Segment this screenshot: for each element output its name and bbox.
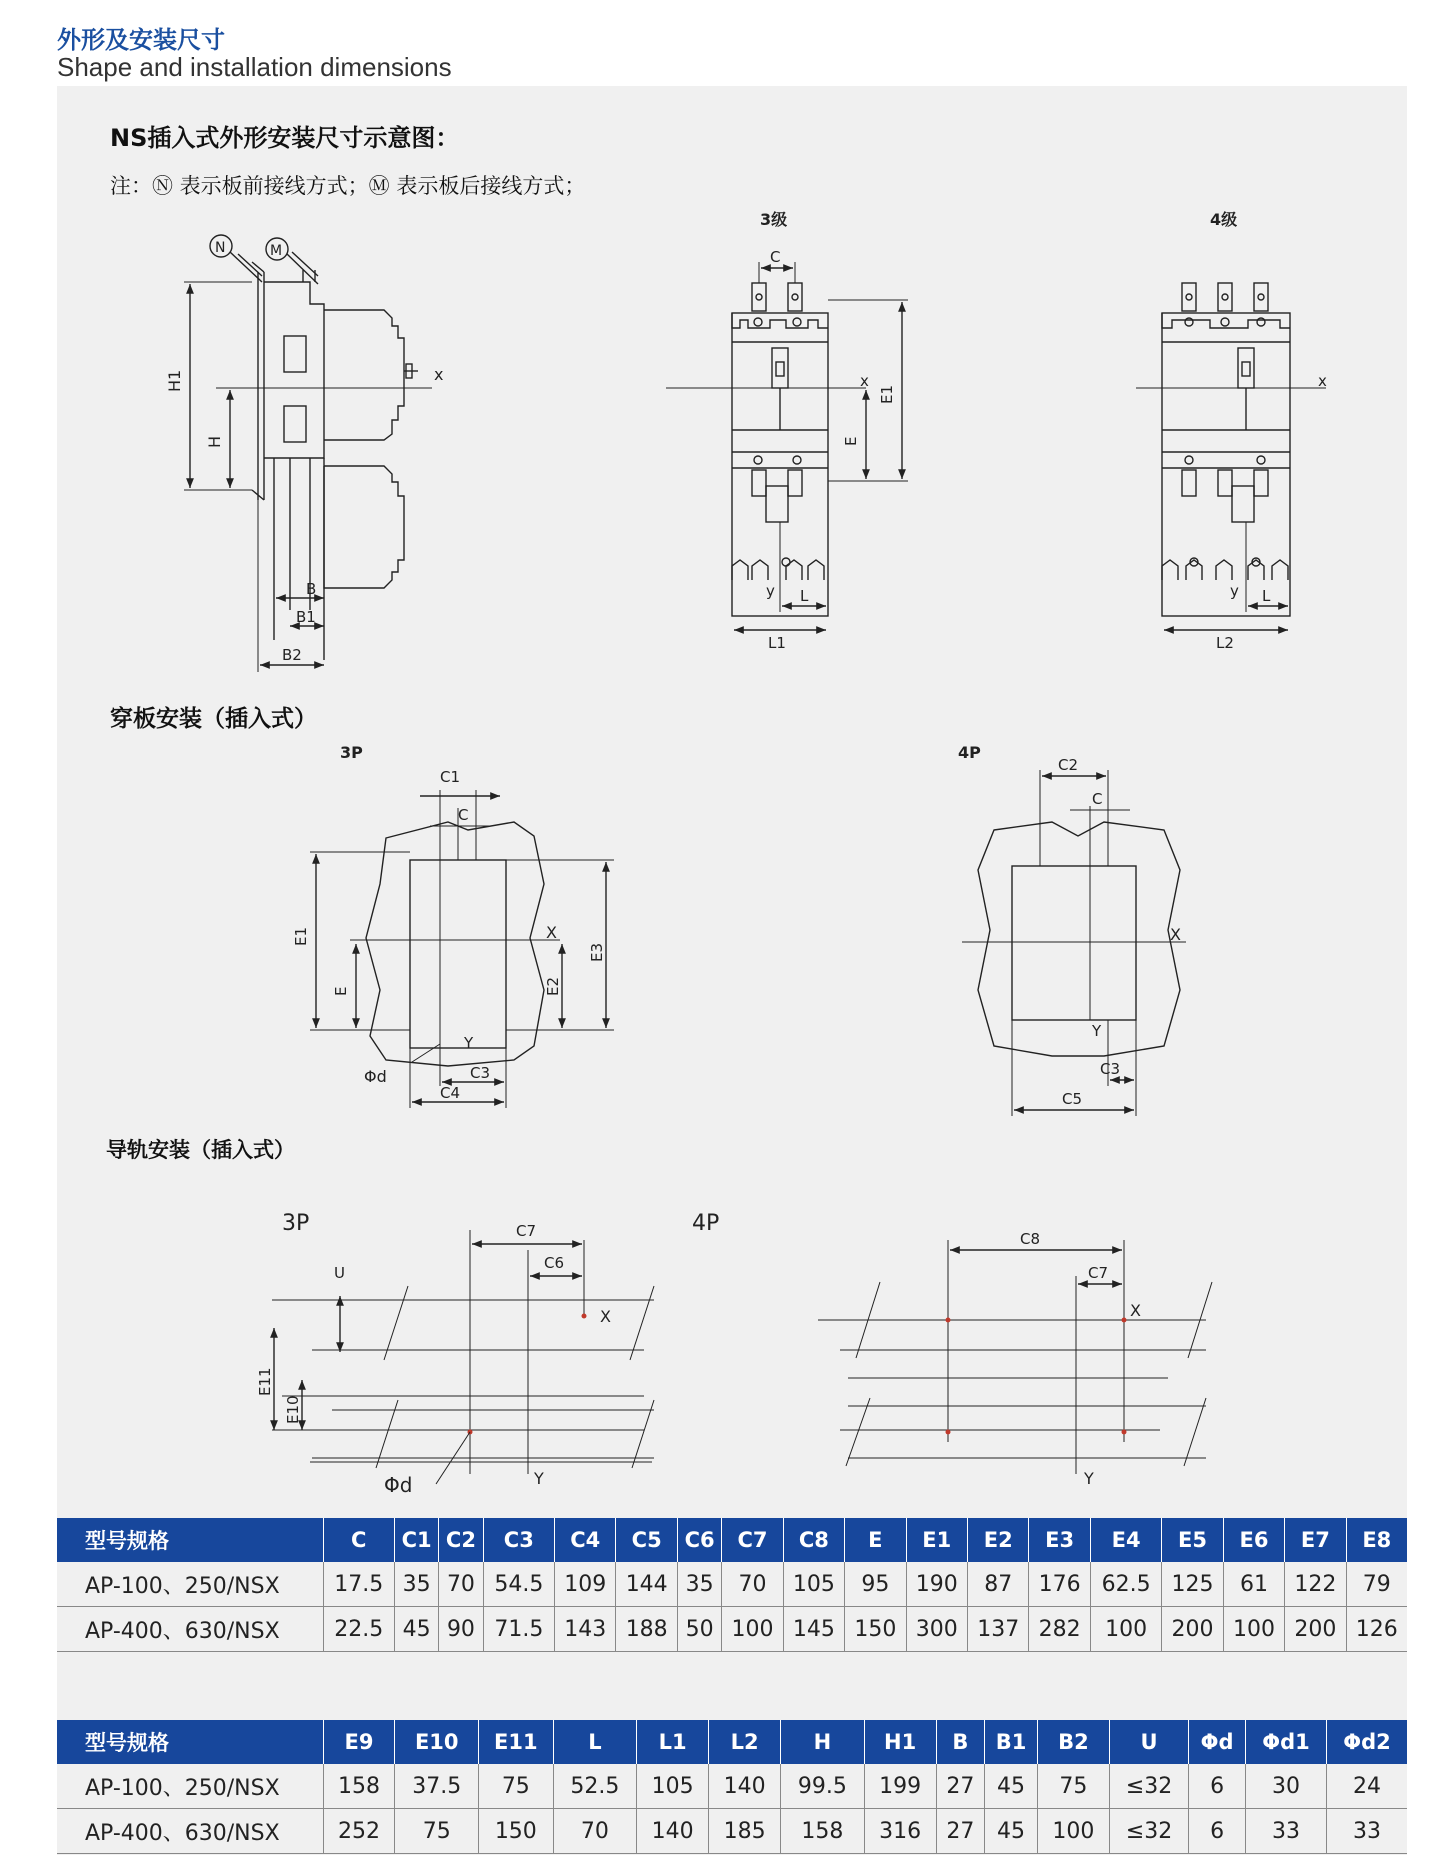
section-title-en: Shape and installation dimensions [57,52,452,82]
panel-3p-label: 3P [340,743,363,762]
table-row [57,1764,1407,1809]
value-cell: 87 [968,1562,1029,1607]
model-cell: AP-400、630/NSX [57,1607,323,1652]
y-label-3: y [766,582,775,600]
front3-x-label: x [860,372,869,390]
table-header-cell: E9 [323,1720,395,1764]
p3-e1-label: E1 [292,926,310,946]
table-header-cell: H [781,1720,865,1764]
panel-mount-3p-drawing [292,768,614,1108]
rail-mount-4p-drawing [818,1230,1212,1488]
ns-diagram-title: NS插入式外形安装尺寸示意图： [110,124,460,152]
table-header-cell: E2 [968,1518,1029,1562]
value-cell: 140 [637,1809,709,1854]
p3-e2-label: E2 [544,976,562,996]
panel-mount-title: 穿板安装（插入式） [110,706,317,732]
value-cell: 50 [677,1607,721,1652]
p3-c1-label: C1 [440,768,461,786]
table-header-cell: E8 [1346,1518,1407,1562]
l2-label: L2 [1216,634,1234,652]
value-cell: 176 [1029,1562,1090,1607]
value-cell: 199 [864,1764,936,1809]
value-cell: 126 [1346,1607,1407,1652]
spec-table-2 [57,1720,1407,1854]
value-cell: 200 [1285,1607,1346,1652]
h1-label: H1 [165,369,184,392]
r4-c8-label: C8 [1020,1230,1041,1248]
h-label: H [205,435,224,448]
table-header-cell: C3 [483,1518,554,1562]
value-cell: 125 [1162,1562,1223,1607]
value-cell: 17.5 [323,1562,394,1607]
table-header-cell: C [323,1518,394,1562]
value-cell: 143 [555,1607,616,1652]
table-header-cell: L2 [709,1720,781,1764]
value-cell: 45 [985,1809,1038,1854]
table-row [57,1809,1407,1854]
p4-c5-label: C5 [1062,1090,1083,1108]
table-header-cell: B2 [1037,1720,1109,1764]
value-cell: 190 [906,1562,967,1607]
value-cell: 158 [323,1764,395,1809]
value-cell: 122 [1285,1562,1346,1607]
value-cell: 75 [479,1764,554,1809]
panel-mount-4p-drawing [962,756,1186,1116]
p4-c3-label: C3 [1100,1060,1121,1078]
value-cell: 100 [1090,1607,1161,1652]
grade3-label: 3级 [760,210,788,229]
table-header-cell: E7 [1285,1518,1346,1562]
l-label-3: L [800,587,809,605]
p3-e-label: E [332,986,350,996]
value-cell: 35 [677,1562,721,1607]
table-header-cell: U [1109,1720,1188,1764]
r4-x-label: X [1130,1301,1141,1320]
p4-y-label: Y [1092,1022,1102,1040]
r3-u-label: U [334,1264,345,1282]
value-cell: 100 [1037,1809,1109,1854]
value-cell: 27 [936,1764,985,1809]
value-cell: 252 [323,1809,395,1854]
r3-y-label: Y [534,1469,544,1488]
value-cell: 71.5 [483,1607,554,1652]
value-cell: 100 [1223,1607,1284,1652]
value-cell: 150 [479,1809,554,1854]
value-cell: 99.5 [781,1764,865,1809]
l1-label: L1 [768,634,786,652]
table-row [57,1562,1407,1607]
value-cell: 22.5 [323,1607,394,1652]
p3-y-label: Y [464,1034,474,1052]
table-header-cell: H1 [864,1720,936,1764]
n-label: N [215,240,226,256]
value-cell: 79 [1346,1562,1407,1607]
value-cell: 62.5 [1090,1562,1161,1607]
value-cell: 105 [783,1562,844,1607]
r3-x-label: X [600,1307,611,1326]
value-cell: 316 [864,1809,936,1854]
table-header-cell: L [553,1720,637,1764]
spec-table-1 [57,1518,1407,1652]
table-header-cell: E10 [395,1720,479,1764]
rail-mount-title: 导轨安装（插入式） [106,1138,295,1162]
b1-label: B1 [296,608,316,626]
table-header-row [57,1720,1407,1764]
l-label-4: L [1262,587,1271,605]
y-label-4: y [1230,582,1239,600]
rail-mount-3p-drawing [256,1222,654,1497]
section-title-cn: 外形及安装尺寸 [57,26,225,54]
table-header-cell: Φd2 [1327,1720,1407,1764]
table-header-cell: C4 [555,1518,616,1562]
table-header-cell: Φd1 [1245,1720,1326,1764]
p4-c-label: C [1092,790,1103,808]
model-cell: AP-100、250/NSX [57,1562,323,1607]
value-cell: 70 [553,1809,637,1854]
c-label-3: C [770,248,781,266]
b-label: B [306,580,317,598]
value-cell: 145 [783,1607,844,1652]
value-cell: 95 [845,1562,906,1607]
p3-c-label: C [458,806,469,824]
r3-c7-label: C7 [516,1222,537,1240]
table-header-cell: E3 [1029,1518,1090,1562]
value-cell: 90 [439,1607,483,1652]
table-header-cell: C6 [677,1518,721,1562]
value-cell: 70 [439,1562,483,1607]
value-cell: 158 [781,1809,865,1854]
value-cell: 6 [1189,1764,1246,1809]
p3-c4-label: C4 [440,1084,461,1102]
b2-label: B2 [282,646,302,664]
front4-x-label: x [1318,372,1327,390]
r3-e11-label: E11 [256,1367,274,1396]
value-cell: 109 [555,1562,616,1607]
value-cell: 185 [709,1809,781,1854]
value-cell: 52.5 [553,1764,637,1809]
r3-e10-label: E10 [284,1395,302,1424]
p4-c2-label: C2 [1058,756,1079,774]
table-header-cell: L1 [637,1720,709,1764]
value-cell: 100 [722,1607,783,1652]
model-cell: AP-100、250/NSX [57,1764,323,1809]
value-cell: 75 [1037,1764,1109,1809]
table-header-cell: E11 [479,1720,554,1764]
p3-e3-label: E3 [588,942,606,962]
table-header-cell: C5 [616,1518,677,1562]
p3-c3-label: C3 [470,1064,491,1082]
value-cell: 61 [1223,1562,1284,1607]
table-header-row [57,1518,1407,1562]
table-header-cell: C7 [722,1518,783,1562]
value-cell: 45 [394,1607,438,1652]
table-header-cell: Φd [1189,1720,1246,1764]
value-cell: 70 [722,1562,783,1607]
value-cell: 282 [1029,1607,1090,1652]
m-label: M [270,243,283,259]
r3-c6-label: C6 [544,1254,565,1272]
value-cell: 140 [709,1764,781,1809]
value-cell: ≤32 [1109,1809,1188,1854]
r3-phid-label: Φd [384,1473,413,1497]
p3-phid-label: Φd [364,1067,387,1086]
value-cell: 105 [637,1764,709,1809]
table-header-cell: E [845,1518,906,1562]
table-header-cell: E6 [1223,1518,1284,1562]
e-label-3: E [842,436,860,446]
value-cell: 33 [1245,1809,1326,1854]
value-cell: 137 [968,1607,1029,1652]
e1-label-3: E1 [878,384,896,404]
value-cell: 30 [1245,1764,1326,1809]
value-cell: ≤32 [1109,1764,1188,1809]
r4-y-label: Y [1084,1469,1094,1488]
front-view-3-drawing [666,248,908,652]
model-cell: AP-400、630/NSX [57,1809,323,1854]
value-cell: 27 [936,1809,985,1854]
value-cell: 6 [1189,1809,1246,1854]
p4-x-label: X [1170,925,1181,944]
value-cell: 35 [394,1562,438,1607]
table-header-cell: B [936,1720,985,1764]
value-cell: 45 [985,1764,1038,1809]
panel-4p-label: 4P [958,743,981,762]
front-view-4-drawing [1136,283,1327,652]
rail-4p-label: 4P [692,1211,720,1236]
table-header-cell: 型号规格 [57,1720,323,1764]
value-cell: 188 [616,1607,677,1652]
r4-c7-label: C7 [1088,1264,1109,1282]
wiring-note: 注：Ⓝ 表示板前接线方式；Ⓜ 表示板后接线方式； [110,174,586,198]
table-header-cell: B1 [985,1720,1038,1764]
value-cell: 150 [845,1607,906,1652]
value-cell: 24 [1327,1764,1407,1809]
value-cell: 54.5 [483,1562,554,1607]
value-cell: 300 [906,1607,967,1652]
rail-3p-label: 3P [282,1211,310,1236]
table-header-cell: E4 [1090,1518,1161,1562]
table-row [57,1607,1407,1652]
table-header-cell: E5 [1162,1518,1223,1562]
side-x-label: x [434,365,444,384]
value-cell: 75 [395,1809,479,1854]
value-cell: 144 [616,1562,677,1607]
table-header-cell: C2 [439,1518,483,1562]
value-cell: 37.5 [395,1764,479,1809]
table-header-cell: C8 [783,1518,844,1562]
p3-x-label: X [546,923,557,942]
table-header-cell: E1 [906,1518,967,1562]
side-view-drawing [165,235,443,672]
value-cell: 200 [1162,1607,1223,1652]
table-header-cell: C1 [394,1518,438,1562]
table-header-cell: 型号规格 [57,1518,323,1562]
grade4-label: 4级 [1210,210,1238,229]
value-cell: 33 [1327,1809,1407,1854]
